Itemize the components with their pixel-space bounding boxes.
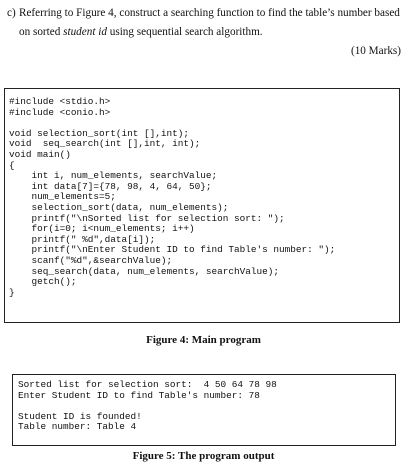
program-output-box	[12, 374, 396, 446]
code-line: printf("\nSorted list for selection sort: ");	[9, 212, 285, 224]
figure-4-caption: Figure 4: Main program	[146, 334, 261, 346]
question-text-part2: using sequential search algorithm.	[106, 26, 263, 38]
code-line: printf("\nEnter Student ID to find Table's number: ");	[9, 244, 336, 256]
output-line: Student ID is founded!	[18, 410, 142, 422]
code-line: void seq_search(int [],int, int);	[9, 138, 201, 150]
code-line: #include <conio.h>	[9, 106, 111, 118]
program-output-text	[18, 380, 277, 433]
code-line: void selection_sort(int [],int);	[9, 127, 190, 139]
question-marks: (10 Marks)	[350, 45, 401, 57]
question-text	[7, 4, 403, 42]
question-text-part1: Referring to Figure 4, construct a searching function to find the table’s number based on sorted	[19, 7, 400, 38]
question-text-italic: student id	[63, 26, 107, 38]
code-line: scanf("%d",&searchValue);	[9, 254, 173, 266]
code-line: {	[9, 159, 15, 171]
output-line: Enter Student ID to find Table's number: 78	[18, 389, 260, 401]
question-body	[19, 4, 403, 42]
code-line: printf(" %d",data[i]);	[9, 233, 156, 245]
code-line: int data[7]={78, 98, 4, 64, 50};	[9, 180, 212, 192]
question-label: c)	[7, 7, 16, 19]
code-line: void main()	[9, 148, 71, 160]
code-line: for(i=0; i<num_elements; i++)	[9, 223, 195, 235]
code-line: #include <stdio.h>	[9, 96, 111, 107]
code-line: seq_search(data, num_elements, searchValue);	[9, 265, 280, 277]
code-line: getch();	[9, 276, 77, 288]
output-line: Sorted list for selection sort: 4 50 64 78 98	[18, 379, 277, 390]
main-program-code	[9, 97, 335, 298]
figure-5-caption: Figure 5: The program output	[132, 450, 275, 462]
code-line: selection_sort(data, num_elements);	[9, 201, 229, 213]
code-line: }	[9, 286, 15, 298]
code-line: num_elements=5;	[9, 191, 116, 203]
main-program-code-box	[4, 88, 400, 323]
output-line: Table number: Table 4	[18, 421, 137, 433]
code-line: int i, num_elements, searchValue;	[9, 170, 218, 182]
